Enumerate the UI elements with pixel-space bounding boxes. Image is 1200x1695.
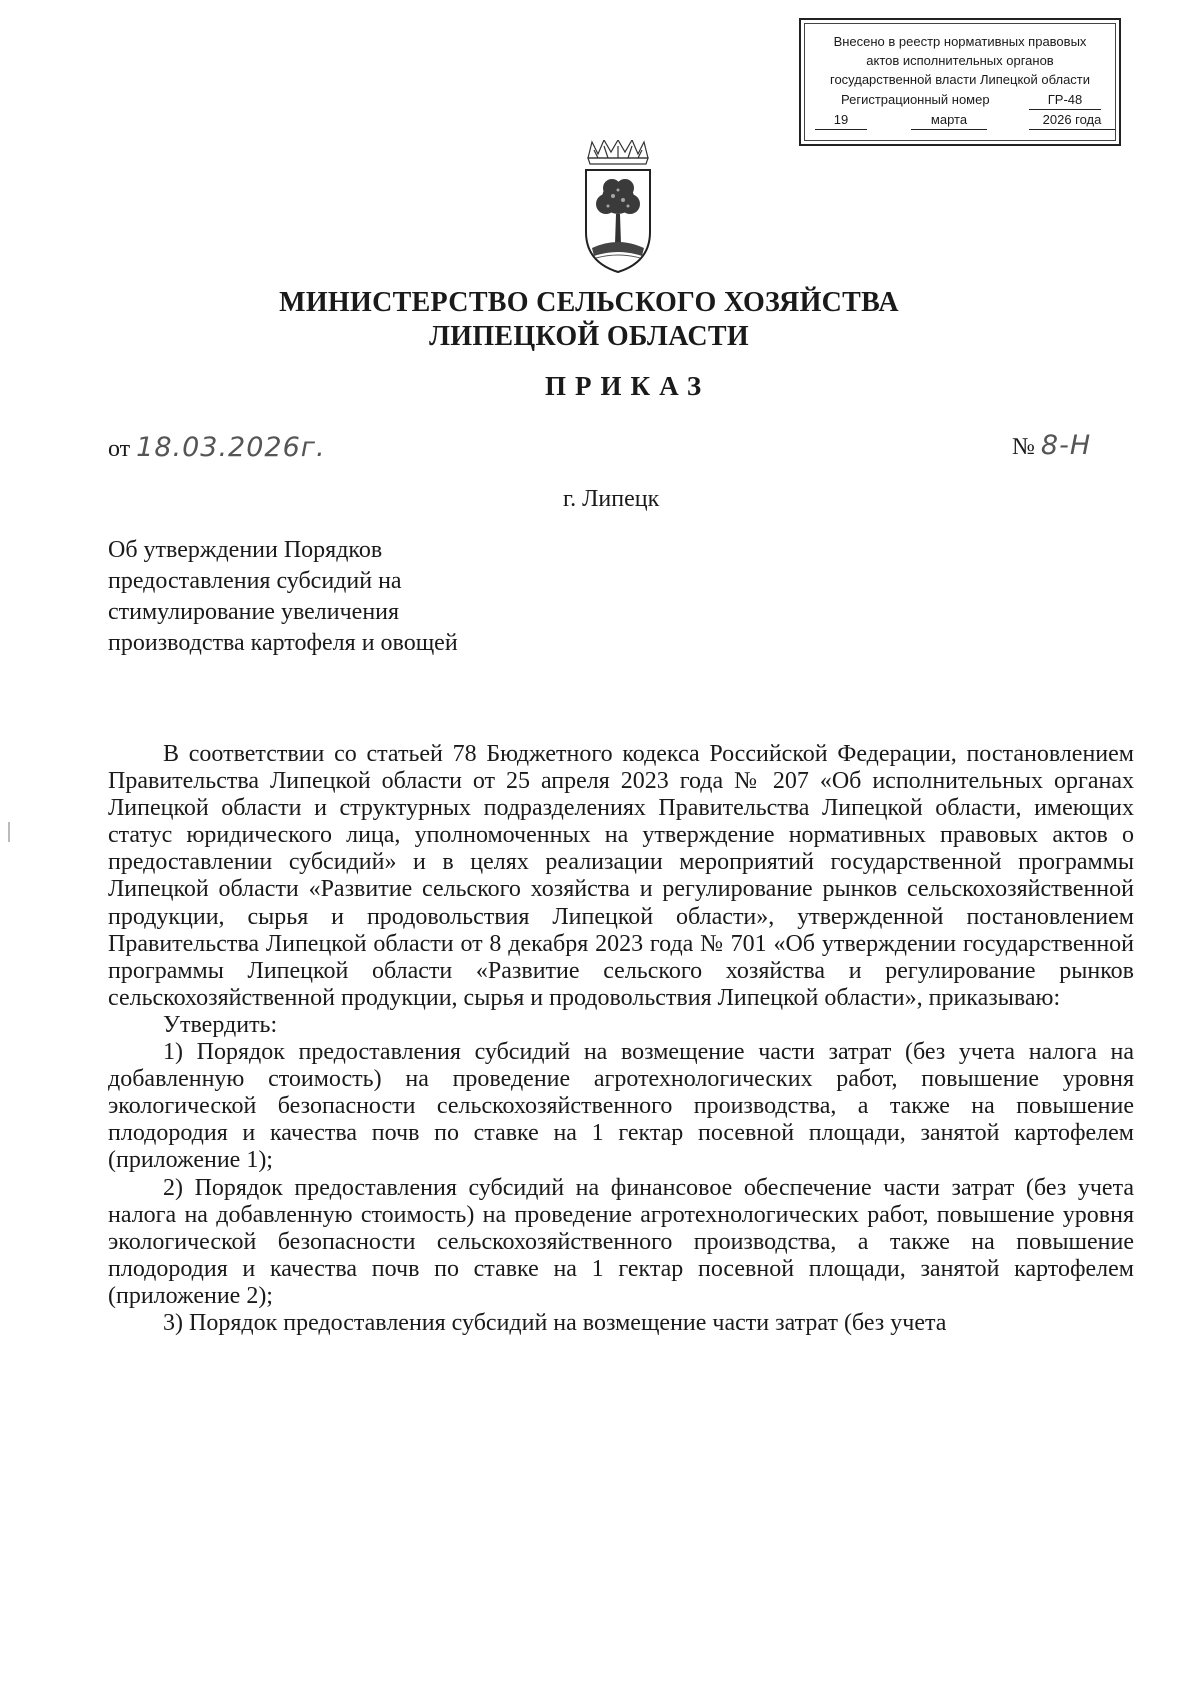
ministry-line-1: МИНИСТЕРСТВО СЕЛЬСКОГО ХОЗЯЙСТВА xyxy=(279,287,899,318)
stamp-line-1: Внесено в реестр нормативных правовых xyxy=(833,34,1087,49)
coat-of-arms-icon xyxy=(578,140,658,280)
list-item: 2) Порядок предоставления субсидий на финансовое обеспечение части затрат (без учета налога на добавленную стоимость) на проведение агротехнологических работ, повышение уровня экологической безопасности сельскохозяйственного производства, а также на повышение плодородия и качества почв по ставке на 1 гектар посевной площади, занятой картофелем (приложение 2); xyxy=(108,1174,1134,1309)
stamp-reg-label: Регистрационный номер xyxy=(841,92,990,107)
number-prefix: № xyxy=(1012,434,1035,460)
order-number xyxy=(1012,430,1091,461)
stamp-year: 2026 года xyxy=(1029,110,1115,130)
stamp-reg-number: ГР-48 xyxy=(1029,90,1101,110)
order-title: ПРИКАЗ xyxy=(545,371,711,401)
scan-margin-mark xyxy=(8,822,10,842)
date-prefix: от xyxy=(108,436,131,462)
stamp-line-3: государственной власти Липецкой области xyxy=(829,72,1091,87)
subject-line-3: стимулирование увеличения xyxy=(108,599,400,625)
ministry-name xyxy=(0,286,1200,354)
subject-line-4: производства картофеля и овощей xyxy=(108,630,458,656)
number-handwritten: 8-Н xyxy=(1040,430,1092,461)
order-body xyxy=(108,741,1134,1337)
order-date xyxy=(108,432,326,463)
preamble-paragraph: В соответствии со статьей 78 Бюджетного кодекса Российской Федерации, постановлением Правительства Липецкой области от 25 апреля 2023 года № 207 «Об исполнительных органах Липецкой области и структурных подразделениях Правительства Липецкой области, имеющих статус юридического лица, уполномоченных на утверждение нормативных правовых актов о предоставлении субсидий» и в целях реализации мероприятий государственной программы Липецкой области «Развитие сельского хозяйства и регулирование рынков сельскохозяйственной продукции, сырья и продовольствия Липецкой области», утвержденной постановлением Правительства Липецкой области от 8 декабря 2023 года № 701 «Об утверждении государственной программы Липецкой области «Развитие сельского хозяйства и регулирование рынков сельскохозяйственной продукции, сырья и продовольствия Липецкой области», приказываю: xyxy=(108,741,1134,1011)
subject-line-2: предоставления субсидий на xyxy=(108,568,402,594)
stamp-month: марта xyxy=(911,110,987,130)
approve-paragraph: Утвердить: xyxy=(163,1011,278,1038)
registry-stamp xyxy=(799,18,1121,146)
ministry-line-2: ЛИПЕЦКОЙ ОБЛАСТИ xyxy=(429,321,749,352)
list-item: 1) Порядок предоставления субсидий на возмещение части затрат (без учета налога на добавленную стоимость) на проведение агротехнологических работ, повышение уровня экологической безопасности сельскохозяйственного производства, а также на повышение плодородия и качества почв по ставке на 1 гектар посевной площади, занятой картофелем (приложение 1); xyxy=(108,1039,1134,1174)
date-handwritten: 18.03.2026г. xyxy=(136,432,326,463)
city: г. Липецк xyxy=(563,486,660,512)
list-item: 3) Порядок предоставления субсидий на возмещение части затрат (без учета xyxy=(163,1309,947,1336)
order-subject xyxy=(108,535,568,659)
subject-line-1: Об утверждении Порядков xyxy=(108,537,383,563)
stamp-day: 19 xyxy=(815,110,867,130)
stamp-line-2: актов исполнительных органов xyxy=(866,53,1054,68)
